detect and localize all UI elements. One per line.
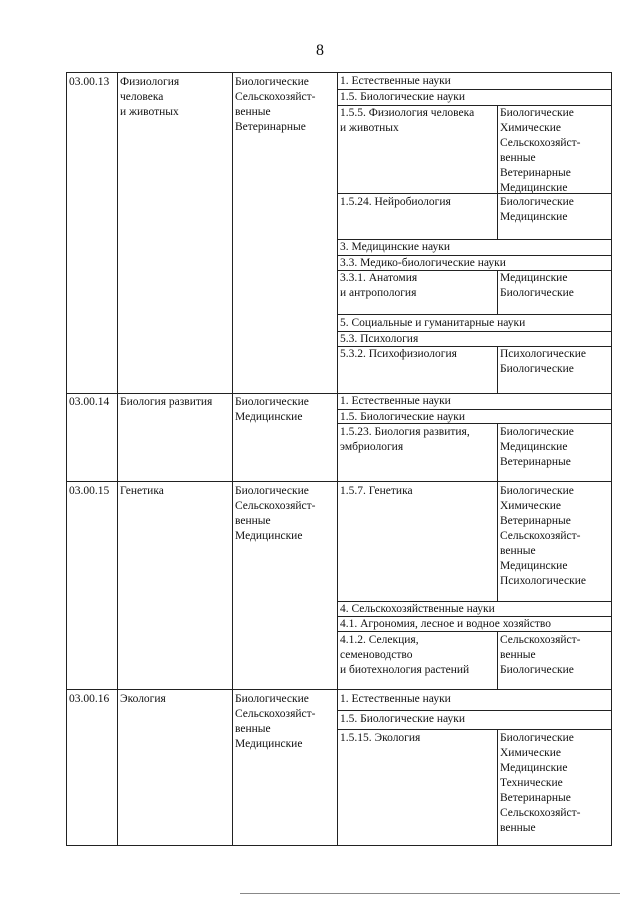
cell-divider [337, 423, 611, 424]
specialty-branches: Биологические Химические Ветеринарные Сельскохозяйст- венные Медицинские Психологические [500, 485, 586, 587]
cell-divider [337, 729, 611, 730]
row-divider [67, 689, 611, 690]
column-divider [232, 73, 233, 845]
row-fields: Биологические Сельскохозяйст- венные Медицинские [235, 485, 316, 542]
cell-divider [337, 710, 611, 711]
row-code: 03.00.16 [69, 693, 110, 705]
specialty-name: 1.5.15. Экология [340, 732, 421, 744]
row-code: 03.00.15 [69, 485, 110, 497]
row-name: Экология [120, 693, 166, 705]
cell-divider [337, 314, 611, 315]
specialty-branches: Сельскохозяйст- венные Биологические [500, 634, 581, 676]
row-name: Биология развития [120, 396, 213, 408]
cell-divider [337, 193, 611, 194]
specialties-table [66, 72, 612, 846]
cell-divider [337, 631, 611, 632]
cell-divider [497, 270, 498, 314]
row-name: Генетика [120, 485, 164, 497]
row-divider [67, 393, 611, 394]
cell-divider [497, 106, 498, 239]
group-heading: 1.5. Биологические науки [340, 411, 466, 423]
row-code: 03.00.14 [69, 396, 110, 408]
specialty-name: 1.5.5. Физиология человека и животных [340, 107, 475, 134]
area-heading: 5. Социальные и гуманитарные науки [340, 317, 526, 329]
cell-divider [497, 729, 498, 845]
cell-divider [497, 481, 498, 601]
specialty-name: 1.5.24. Нейробиология [340, 196, 451, 208]
group-heading: 5.3. Психология [340, 333, 419, 345]
area-heading: 1. Естественные науки [340, 395, 451, 407]
specialty-name: 1.5.7. Генетика [340, 485, 413, 497]
row-divider [67, 481, 611, 482]
specialty-name: 5.3.2. Психофизиология [340, 348, 457, 360]
row-name: Физиология человека и животных [120, 76, 180, 118]
cell-divider [497, 423, 498, 481]
row-fields: Биологические Сельскохозяйст- венные Ветеринарные [235, 76, 316, 133]
area-heading: 3. Медицинские науки [340, 241, 450, 253]
specialty-branches: Психологические Биологические [500, 348, 586, 375]
group-heading: 1.5. Биологические науки [340, 713, 466, 725]
row-fields: Биологические Сельскохозяйст- венные Медицинские [235, 693, 316, 750]
column-divider [117, 73, 118, 845]
specialty-branches: Биологические Медицинские [500, 196, 574, 223]
group-heading: 4.1. Агрономия, лесное и водное хозяйство [340, 618, 552, 630]
specialty-branches: Биологические Химические Медицинские Технические Ветеринарные Сельскохозяйст- венные [500, 732, 581, 834]
specialty-branches: Биологические Медицинские Ветеринарные [500, 426, 574, 468]
area-heading: 1. Естественные науки [340, 693, 451, 705]
specialty-branches: Биологические Химические Сельскохозяйст- венные Ветеринарные Медицинские [500, 107, 581, 194]
specialty-name: 1.5.23. Биология развития, эмбриология [340, 426, 470, 453]
group-heading: 3.3. Медико-биологические науки [340, 257, 506, 269]
cell-divider [497, 346, 498, 393]
specialty-branches: Медицинские Биологические [500, 272, 574, 299]
page-number: 8 [316, 42, 324, 59]
group-heading: 1.5. Биологические науки [340, 91, 466, 103]
specialty-name: 3.3.1. Анатомия и антропология [340, 272, 418, 299]
area-heading: 1. Естественные науки [340, 75, 451, 87]
area-heading: 4. Сельскохозяйственные науки [340, 603, 495, 615]
specialty-name: 4.1.2. Селекция, семеноводство и биотехнология растений [340, 634, 470, 676]
cell-divider [497, 631, 498, 689]
page-bottom-rule [240, 893, 620, 894]
row-code: 03.00.13 [69, 76, 110, 88]
row-fields: Биологические Медицинские [235, 396, 309, 423]
